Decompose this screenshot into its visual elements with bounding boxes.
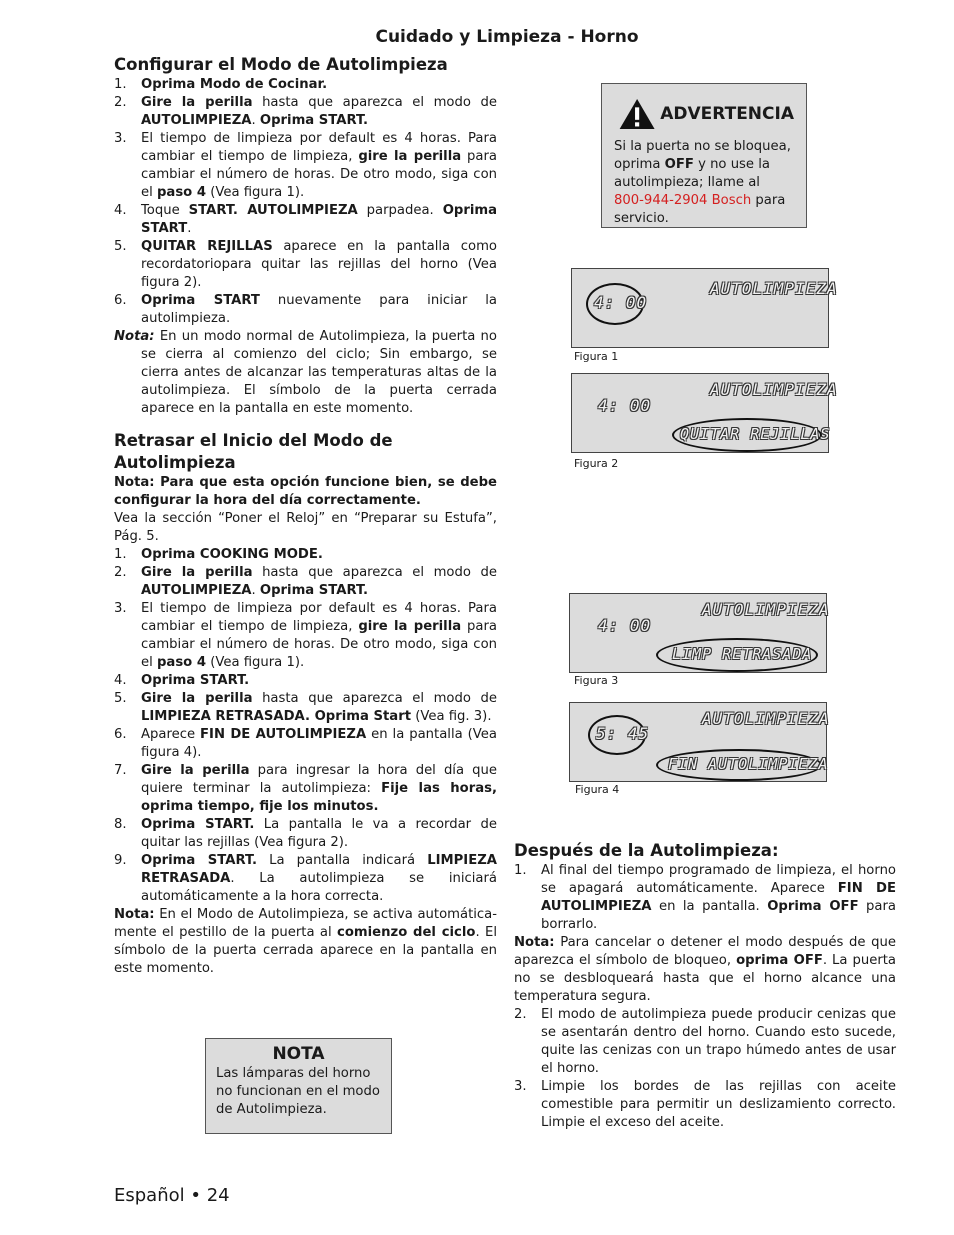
list-item: 8. Oprima START. La pantalla le va a recordar de quitar las rejillas (Vea figura 2). [114,817,497,850]
display-figure-3 [569,593,830,673]
list-item: 4. Oprima START. [114,673,250,688]
despues-steps [514,862,896,934]
despues-steps-2 [514,1006,896,1132]
list-item: 2. Gire la perilla hasta que aparezca el modo de AUTOLIMPIEZA. Oprima START. [114,95,497,128]
display-message: QUITAR REJILLAS [680,425,831,443]
list-item: 4. Toque START. AUTOLIMPIEZA parpadea. Oprima START. [114,203,498,236]
warning-triangle-icon [618,94,656,134]
list-item: 1. Oprima Modo de Cocinar. [114,77,328,92]
nota-title: NOTA [272,1044,325,1064]
warning-text: Si la puerta no se bloquea, oprima OFF y no use la autolimpieza; llame al 800-944-2904 Bosch para servicio. [614,139,791,226]
display-message: LIMP RETRASADA [672,645,813,663]
phone-number: 800-944-2904 Bosch [614,193,752,208]
list-item: 6. Aparece FIN DE AUTOLIMPIEZA en la pantalla (Vea figura 4). [114,727,497,760]
display-mode: AUTOLIMPIEZA [710,279,838,298]
list-item: 3. El tiempo de limpieza por default es 4 horas. Para cambiar el tiempo de limpieza, gire la perilla para cambiar el número de horas. De otro modo, siga con el paso 4 (Vea figura 1). [114,131,497,200]
display-time: 5: 45 [596,724,650,743]
list-item: 2. El modo de autolimpieza puede producir cenizas que se asentarán dentro del horno. Cuando esto sucede, quite las cenizas con un trapo húmedo antes de usar el horno. [514,1007,896,1076]
configurar-steps [114,76,497,328]
list-item: 9. Oprima START. La pantalla indicará LIMPIEZA RETRASADA. La autolimpieza se iniciará automáticamente a la hora correcta. [114,853,497,904]
left-column [114,54,497,978]
display-time: 4: 00 [594,293,648,312]
figure-caption: Figura 1 [574,350,619,363]
section-title-retrasar: Retrasar el Inicio del Modo de Autolimpieza [114,431,393,472]
warning-title: ADVERTENCIA [660,104,794,124]
warning-header [618,94,794,134]
display-figure-2 [571,373,838,453]
retrasar-steps [114,546,497,906]
page-header: Cuidado y Limpieza - Horno [375,27,639,47]
display-time: 4: 00 [598,616,652,635]
display-message: FIN AUTOLIMPIEZA [668,755,829,773]
nota-box [205,1038,392,1134]
list-item: 5. Gire la perilla hasta que aparezca el modo de LIMPIEZA RETRASADA. Oprima Start (Vea fig. 3). [114,691,497,724]
list-item: 2. Gire la perilla hasta que aparezca el modo de AUTOLIMPIEZA. Oprima START. [114,565,497,598]
display-time: 4: 00 [598,396,652,415]
list-item: 1. Oprima COOKING MODE. [114,547,323,562]
despues-note: Nota: Para cancelar o detener el modo después de que aparezca el símbolo de bloqueo, oprima OFF. La puerta no se desbloqueará hasta que el horno alcance una temperatura segura. [514,935,896,1004]
display-mode: AUTOLIMPIEZA [710,380,838,399]
figure-caption: Figura 2 [574,457,619,470]
display-mode: AUTOLIMPIEZA [702,709,830,728]
retrasar-final-note: Nota: En el Modo de Autolimpieza, se activa automática- mente el pestillo de la puerta al comienzo del ciclo. El símbolo de la puerta cerrada aparece en la pantalla en este momento. [114,907,497,976]
list-item: 3. Limpie los bordes de las rejillas con aceite comestible para permitir un deslizamiento correcto. Limpie el exceso del aceite. [514,1079,896,1130]
right-column [514,840,896,1132]
list-item: 3. El tiempo de limpieza por default es 4 horas. Para cambiar el tiempo de limpieza, gire la perilla para cambiar el número de horas. De otro modo, siga con el paso 4 (Vea figura 1). [114,601,497,670]
figure-caption: Figura 4 [575,783,620,796]
configurar-note: Nota: En un modo normal de Autolimpieza, la puerta no se cierra al comienzo del ciclo; Sin embargo, se cierra antes de alcanzar las temperaturas altas de la autolimpieza. El símbolo de la puerta cerrada aparece en la pantalla en este momento. [114,329,497,416]
list-item: 6. Oprima START nuevamente para iniciar la autolimpieza. [114,293,498,326]
section-title-configurar: Configurar el Modo de Autolimpieza [114,55,448,74]
list-item: 1. Al final del tiempo programado de limpieza, el horno se apagará automáticamente. Aparece FIN DE AUTOLIMPIEZA en la pantalla. Oprima OFF para borrarlo. [514,863,897,932]
nota-text: Las lámparas del horno no funcionan en el modo de Autolimpieza. [216,1066,380,1117]
display-mode: AUTOLIMPIEZA [702,600,830,619]
section-title-despues: Después de la Autolimpieza: [514,841,779,860]
retrasar-note: Nota: Para que esta opción funcione bien, se debe configurar la hora del día correctamente. [114,475,497,508]
list-item: 7. Gire la perilla para ingresar la hora del día que quiere terminar la autolimpieza: Fije las horas, oprima tiempo, fije los minutos. [114,763,497,814]
display-figure-4 [569,702,830,782]
display-figure-1 [571,268,838,348]
retrasar-note-ref: Vea la sección “Poner el Reloj” en “Preparar su Estufa”, Pág. 5. [114,511,497,544]
list-item: 5. QUITAR REJILLAS aparece en la pantalla como recordatoriopara quitar las rejillas del horno (Vea figura 2). [114,239,497,290]
page-number: Español • 24 [114,1185,230,1206]
warning-box [601,83,807,228]
figure-caption: Figura 3 [574,674,619,687]
